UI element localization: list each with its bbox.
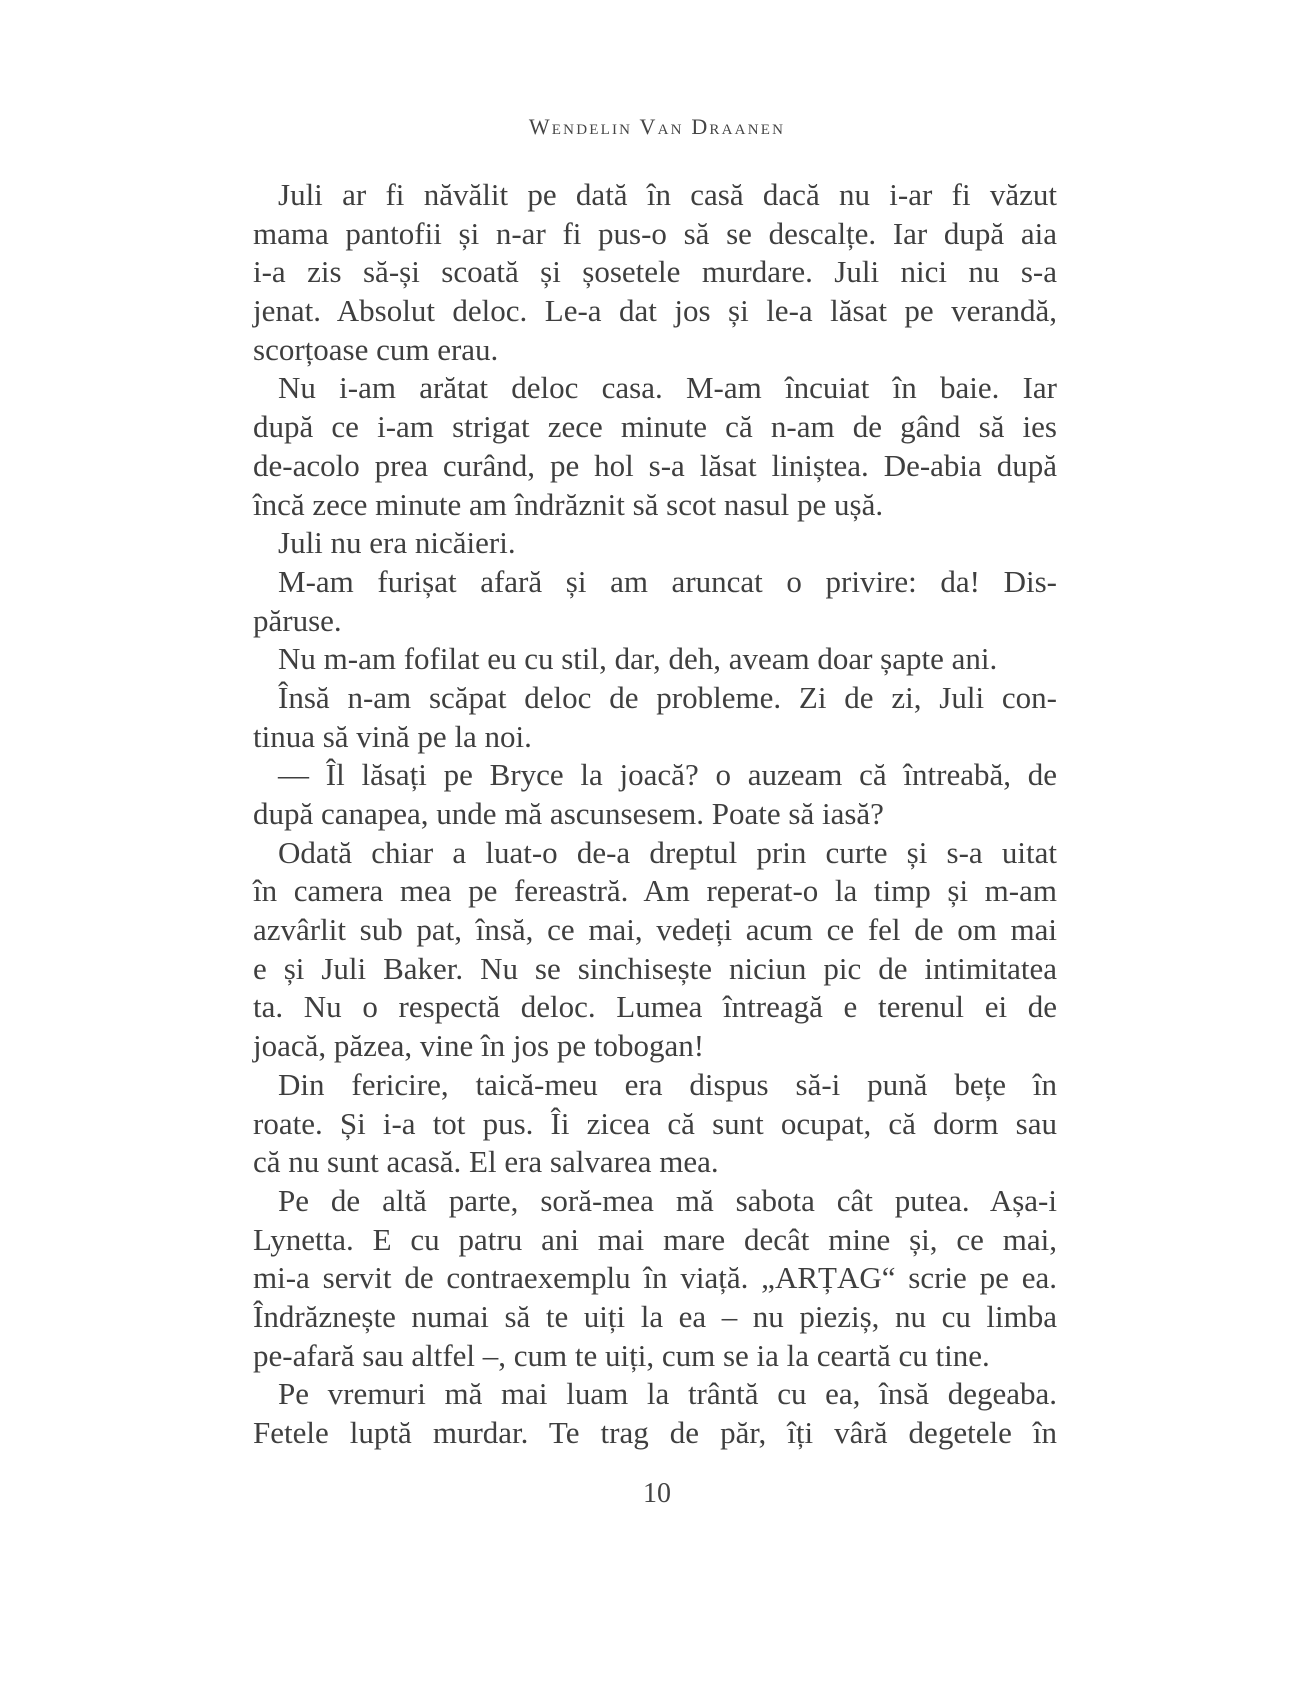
text-line: Odată chiar a luat-o de-a dreptul prin curte și s-a uitat — [278, 834, 1057, 870]
paragraph — [253, 834, 1057, 1066]
text-line: Îndrăznește numai să te uiți la ea – nu pieziș, nu cu limba — [253, 1298, 1057, 1334]
body-text — [253, 176, 1057, 1453]
paragraph — [253, 756, 1057, 833]
text-line: Lynetta. E cu patru ani mai mare decât mine și, ce mai, — [253, 1221, 1057, 1257]
text-line: Juli ar fi năvălit pe dată în casă dacă nu i-ar fi văzut — [278, 177, 1057, 212]
text-line: Fetele luptă murdar. Te trag de păr, îți vâră degetele în — [253, 1415, 1057, 1450]
paragraph — [253, 563, 1057, 640]
text-line: i-a zis să-și scoată și șosetele murdare. Juli nici nu s-a — [253, 254, 1057, 290]
text-line: azvârlit sub pat, însă, ce mai, vedeți acum ce fel de om mai — [253, 912, 1057, 948]
paragraph — [253, 640, 1057, 679]
text-line: mi-a servit de contraexemplu în viață. „ARȚAG“ scrie pe ea. — [253, 1260, 1057, 1296]
text-line: de-acolo prea curând, pe hol s-a lăsat liniștea. De-abia după — [253, 447, 1057, 483]
text-line: Nu i-am arătat deloc casa. M-am încuiat în baie. Iar — [278, 370, 1057, 406]
text-line: roate. Și i-a tot pus. Îi zicea că sunt ocupat, că dorm sau — [253, 1105, 1057, 1141]
text-line: încă zece minute am îndrăznit să scot nasul pe ușă. — [253, 486, 884, 522]
text-line: Din fericire, taică-meu era dispus să-i pună bețe în — [278, 1066, 1057, 1102]
text-line: Pe de altă parte, soră-mea mă sabota cât putea. Așa-i — [278, 1182, 1057, 1218]
running-header-author: Wendelin Van Draanen — [528, 114, 786, 139]
text-line: după ce i-am strigat zece minute că n-am de gând să ies — [253, 409, 1057, 445]
paragraph — [253, 1375, 1057, 1452]
text-line: după canapea, unde mă ascunsesem. Poate să iasă? — [253, 796, 884, 831]
text-line: Nu m-am fofilat eu cu stil, dar, deh, aveam doar șapte ani. — [278, 641, 998, 677]
text-line: Însă n-am scăpat deloc de probleme. Zi de zi, Juli con- — [278, 679, 1057, 715]
text-line: păruse. — [253, 602, 342, 638]
text-line: tinua să vină pe la noi. — [253, 718, 532, 754]
text-line: ta. Nu o respectă deloc. Lumea întreagă e terenul ei de — [253, 989, 1057, 1025]
text-line: jenat. Absolut deloc. Le-a dat jos și le-a lăsat pe verandă, — [253, 293, 1057, 329]
text-line: — Îl lăsați pe Bryce la joacă? o auzeam că întreabă, de — [278, 757, 1057, 793]
text-line: scorțoase cum erau. — [253, 331, 499, 367]
paragraph — [253, 1182, 1057, 1375]
text-line: Juli nu era nicăieri. — [278, 525, 516, 561]
paragraph — [253, 679, 1057, 756]
text-line: în camera mea pe fereastră. Am reperat-o la timp și m-am — [253, 873, 1057, 909]
paragraph — [253, 369, 1057, 524]
page-number: 10 — [643, 1478, 671, 1509]
text-line: că nu sunt acasă. El era salvarea mea. — [253, 1144, 719, 1180]
text-line: mama pantofii și n-ar fi pus-o să se descalțe. Iar după aia — [253, 215, 1057, 251]
paragraph — [253, 1066, 1057, 1182]
paragraph — [253, 176, 1057, 369]
text-line: M-am furișat afară și am aruncat o privire: da! Dis- — [278, 563, 1057, 599]
text-line: e și Juli Baker. Nu se sinchisește niciun pic de intimitatea — [253, 950, 1057, 986]
text-line: joacă, păzea, vine în jos pe tobogan! — [253, 1028, 705, 1064]
text-line: Pe vremuri mă mai luam la trântă cu ea, însă degeaba. — [278, 1376, 1057, 1412]
text-line: pe-afară sau altfel –, cum te uiți, cum se ia la ceartă cu tine. — [253, 1337, 990, 1373]
paragraph — [253, 524, 1057, 563]
